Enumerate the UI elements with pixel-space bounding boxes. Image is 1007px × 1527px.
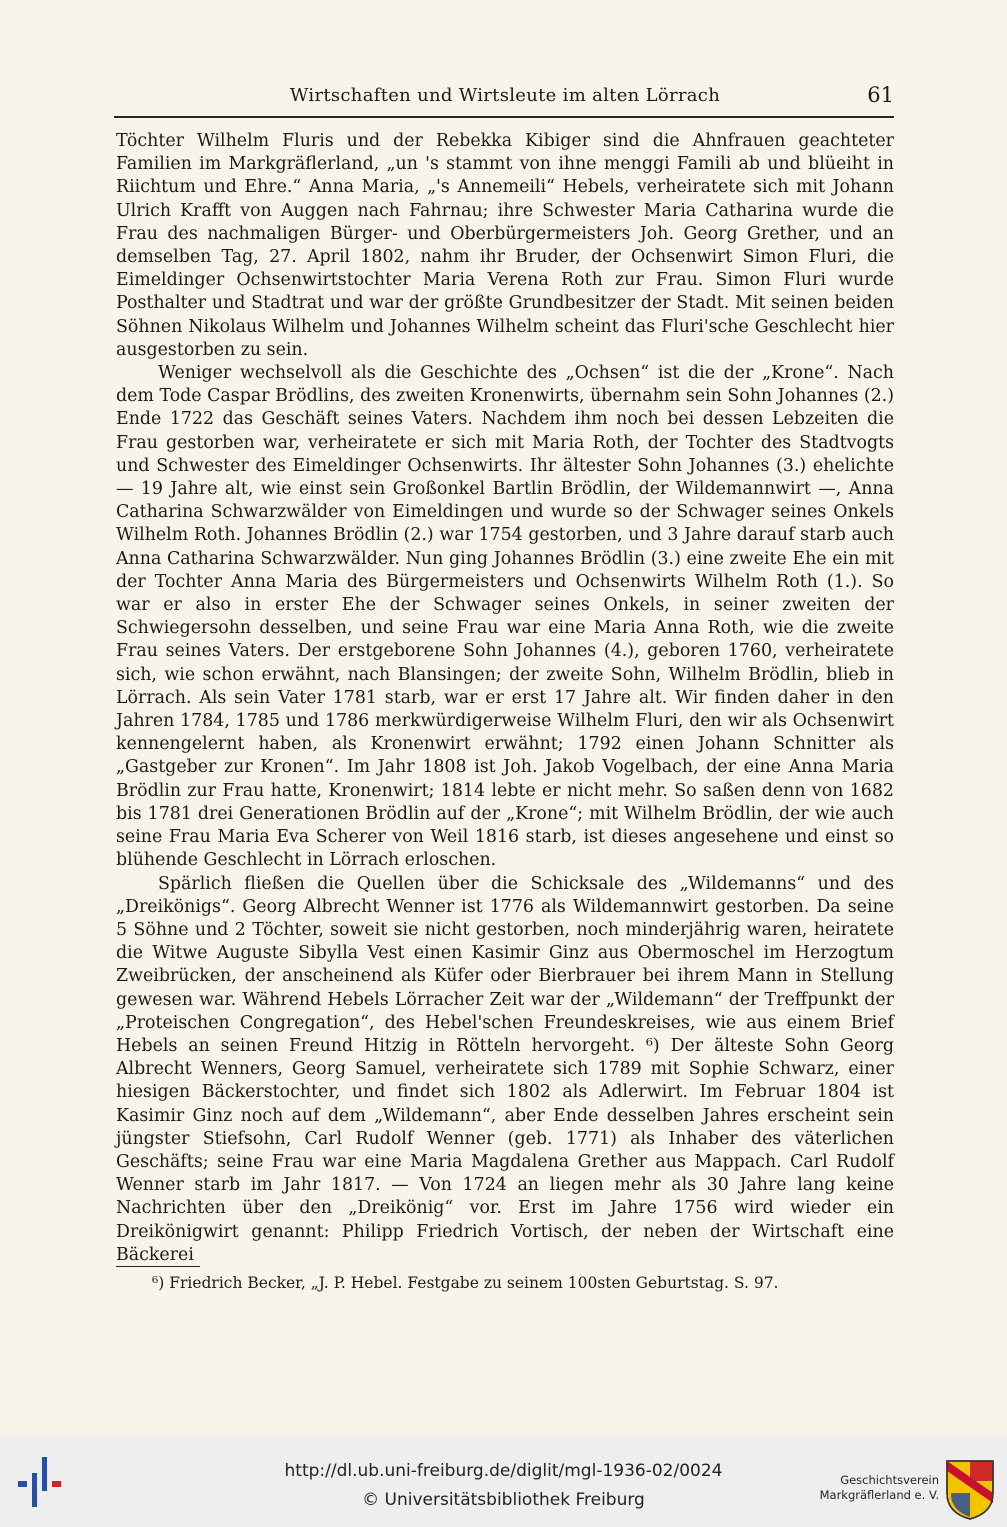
footnote-rule <box>116 1266 200 1267</box>
society-name-line: Markgräflerland e. V. <box>819 1488 939 1502</box>
viewer-footer <box>0 1435 1007 1527</box>
society-crest-icon[interactable] <box>945 1459 995 1521</box>
copyright-notice: © Universitätsbibliothek Freiburg <box>362 1490 645 1510</box>
header-rule <box>114 116 894 118</box>
paragraph: Töchter Wilhelm Fluris und der Rebekka Kibiger sind die Ahnfrauen geachteter Familien im Markgräflerland, „un 's stammt von ihne menggi Famili ab und blüeiht in Riichtum und Ehre.“ Anna Maria, „'s Annemeili“ Hebels, verheiratete sich mit Johann Ulrich Krafft von Auggen nach Fahrnau; ihre Schwester Maria Catharina wurde die Frau des nachmaligen Bürger- und Oberbürgermeisters Joh. Georg Grether, und an demselben Tag, 27. April 1802, nahm ihr Bruder, der Ochsenwirt Simon Fluri, die Eimeldinger Ochsenwirtstochter Maria Verena Roth zur Frau. Simon Fluri wurde Posthalter und Stadtrat und war der größte Grundbesitzer der Stadt. Mit seinen beiden Söhnen Nikolaus Wilhelm und Johannes Wilhelm scheint das Fluri'sche Geschlecht hier ausgestorben zu sein. <box>116 131 894 360</box>
footnote-text: Friedrich Becker, „J. P. Hebel. Festgabe zu seinem 100sten Geburtstag. S. 97. <box>169 1274 779 1292</box>
footnote-mark: ⁶) <box>152 1274 165 1292</box>
page-header <box>116 83 894 113</box>
society-name <box>820 1473 939 1503</box>
footnote <box>118 1272 894 1294</box>
body-text <box>116 130 894 1267</box>
society-name-line: Geschichtsverein <box>840 1473 939 1487</box>
running-title: Wirtschaften und Wirtsleute im alten Lörrach <box>289 85 721 106</box>
permalink-url[interactable]: http://dl.ub.uni-freiburg.de/diglit/mgl-1936-02/0024 <box>284 1461 723 1481</box>
paragraph: Weniger wechselvoll als die Geschichte des „Ochsen“ ist die der „Krone“. Nach dem Tode Caspar Brödlins, des zweiten Kronenwirts, übernahm sein Sohn Johannes (2.) Ende 1722 das Geschäft seines Vaters. Nachdem ihm noch bei dessen Lebzeiten die Frau gestorben war, verheiratete er sich mit Maria Roth, der Tochter des Stadtvogts und Schwester des Eimeldinger Ochsenwirts. Ihr ältester Sohn Johannes (3.) ehelichte — 19 Jahre alt, wie einst sein Großonkel Bartlin Brödlin, der Wildemannwirt —, Anna Catharina Schwarzwälder von Eimeldingen und wurde so der Schwager seines Onkels Wilhelm Roth. Johannes Brödlin (2.) war 1754 gestorben, und 3 Jahre darauf starb auch Anna Catharina Schwarzwälder. Nun ging Johannes Brödlin (3.) eine zweite Ehe ein mit der Tochter Anna Maria des Bürgermeisters und Ochsenwirts Wilhelm Roth (1.). So war er also in erster Ehe der Schwager seines Onkels, in seiner zweiten der Schwiegersohn desselben, und seine Frau war eine Maria Anna Roth, wie die zweite Frau seines Vaters. Der erstgeborene Sohn Johannes (4.), geboren 1760, verheiratete sich, wie schon erwähnt, nach Blansingen; der zweite Sohn, Wilhelm Brödlin, blieb in Lörrach. Als sein Vater 1781 starb, war er erst 17 Jahre alt. Wir finden daher in den Jahren 1784, 1785 und 1786 merkwürdigerweise Wilhelm Fluri, den wir als Ochsenwirt kennengelernt haben, als Kronenwirt erwähnt; 1792 einen Johann Schnitter als „Gastgeber zur Kronen“. Im Jahr 1808 ist Joh. Jakob Vogelbach, der eine Anna Maria Brödlin zur Frau hatte, Kronenwirt; 1814 lebte er nicht mehr. So saßen denn von 1682 bis 1781 drei Generationen Brödlin auf der „Krone“; mit Wilhelm Brödlin, der wie auch seine Frau Maria Eva Scherer von Weil 1816 starb, ist dieses angesehene und einst so blühende Geschlecht in Lörrach erloschen. <box>116 363 894 871</box>
page-number: 61 <box>867 83 894 107</box>
paragraph: Spärlich fließen die Quellen über die Schicksale des „Wildemanns“ und des „Dreikönigs“. Georg Albrecht Wenner ist 1776 als Wildemannwirt gestorben. Da seine 5 Söhne und 2 Töchter, soweit sie nicht gestorben, noch minderjährig waren, heiratete die Witwe Auguste Sibylla Vest einen Kasimir Ginz aus Obermoschel im Herzogtum Zweibrücken, der anscheinend als Küfer oder Bierbrauer bei ihrem Mann in Stellung gewesen war. Während Hebels Lörracher Zeit war der „Wildemann“ der Treffpunkt der „Proteischen Congregation“, des Hebel'schen Freundeskreises, wie aus einem Brief Hebels an seinen Freund Hitzig in Rötteln hervorgeht. ⁶) Der älteste Sohn Georg Albrecht Wenners, Georg Samuel, verheiratete sich 1789 mit Sophie Schwarz, einer hiesigen Bäckerstochter, und findet sich 1802 als Adlerwirt. Im Februar 1804 ist Kasimir Ginz noch auf dem „Wildemann“, aber Ende desselben Jahres erscheint sein jüngster Stiefsohn, Carl Rudolf Wenner (geb. 1771) als Inhaber des väterlichen Geschäfts; seine Frau war eine Maria Magdalena Grether aus Mappach. Carl Rudolf Wenner starb im Jahr 1817. — Von 1724 an liegen mehr als 30 Jahre lang keine Nachrichten über den „Dreikönig“ vor. Erst im Jahre 1756 wird wieder ein Dreikönigwirt genannt: Philipp Friedrich Vortisch, der neben der Wirtschaft eine Bäckerei <box>116 873 894 1265</box>
